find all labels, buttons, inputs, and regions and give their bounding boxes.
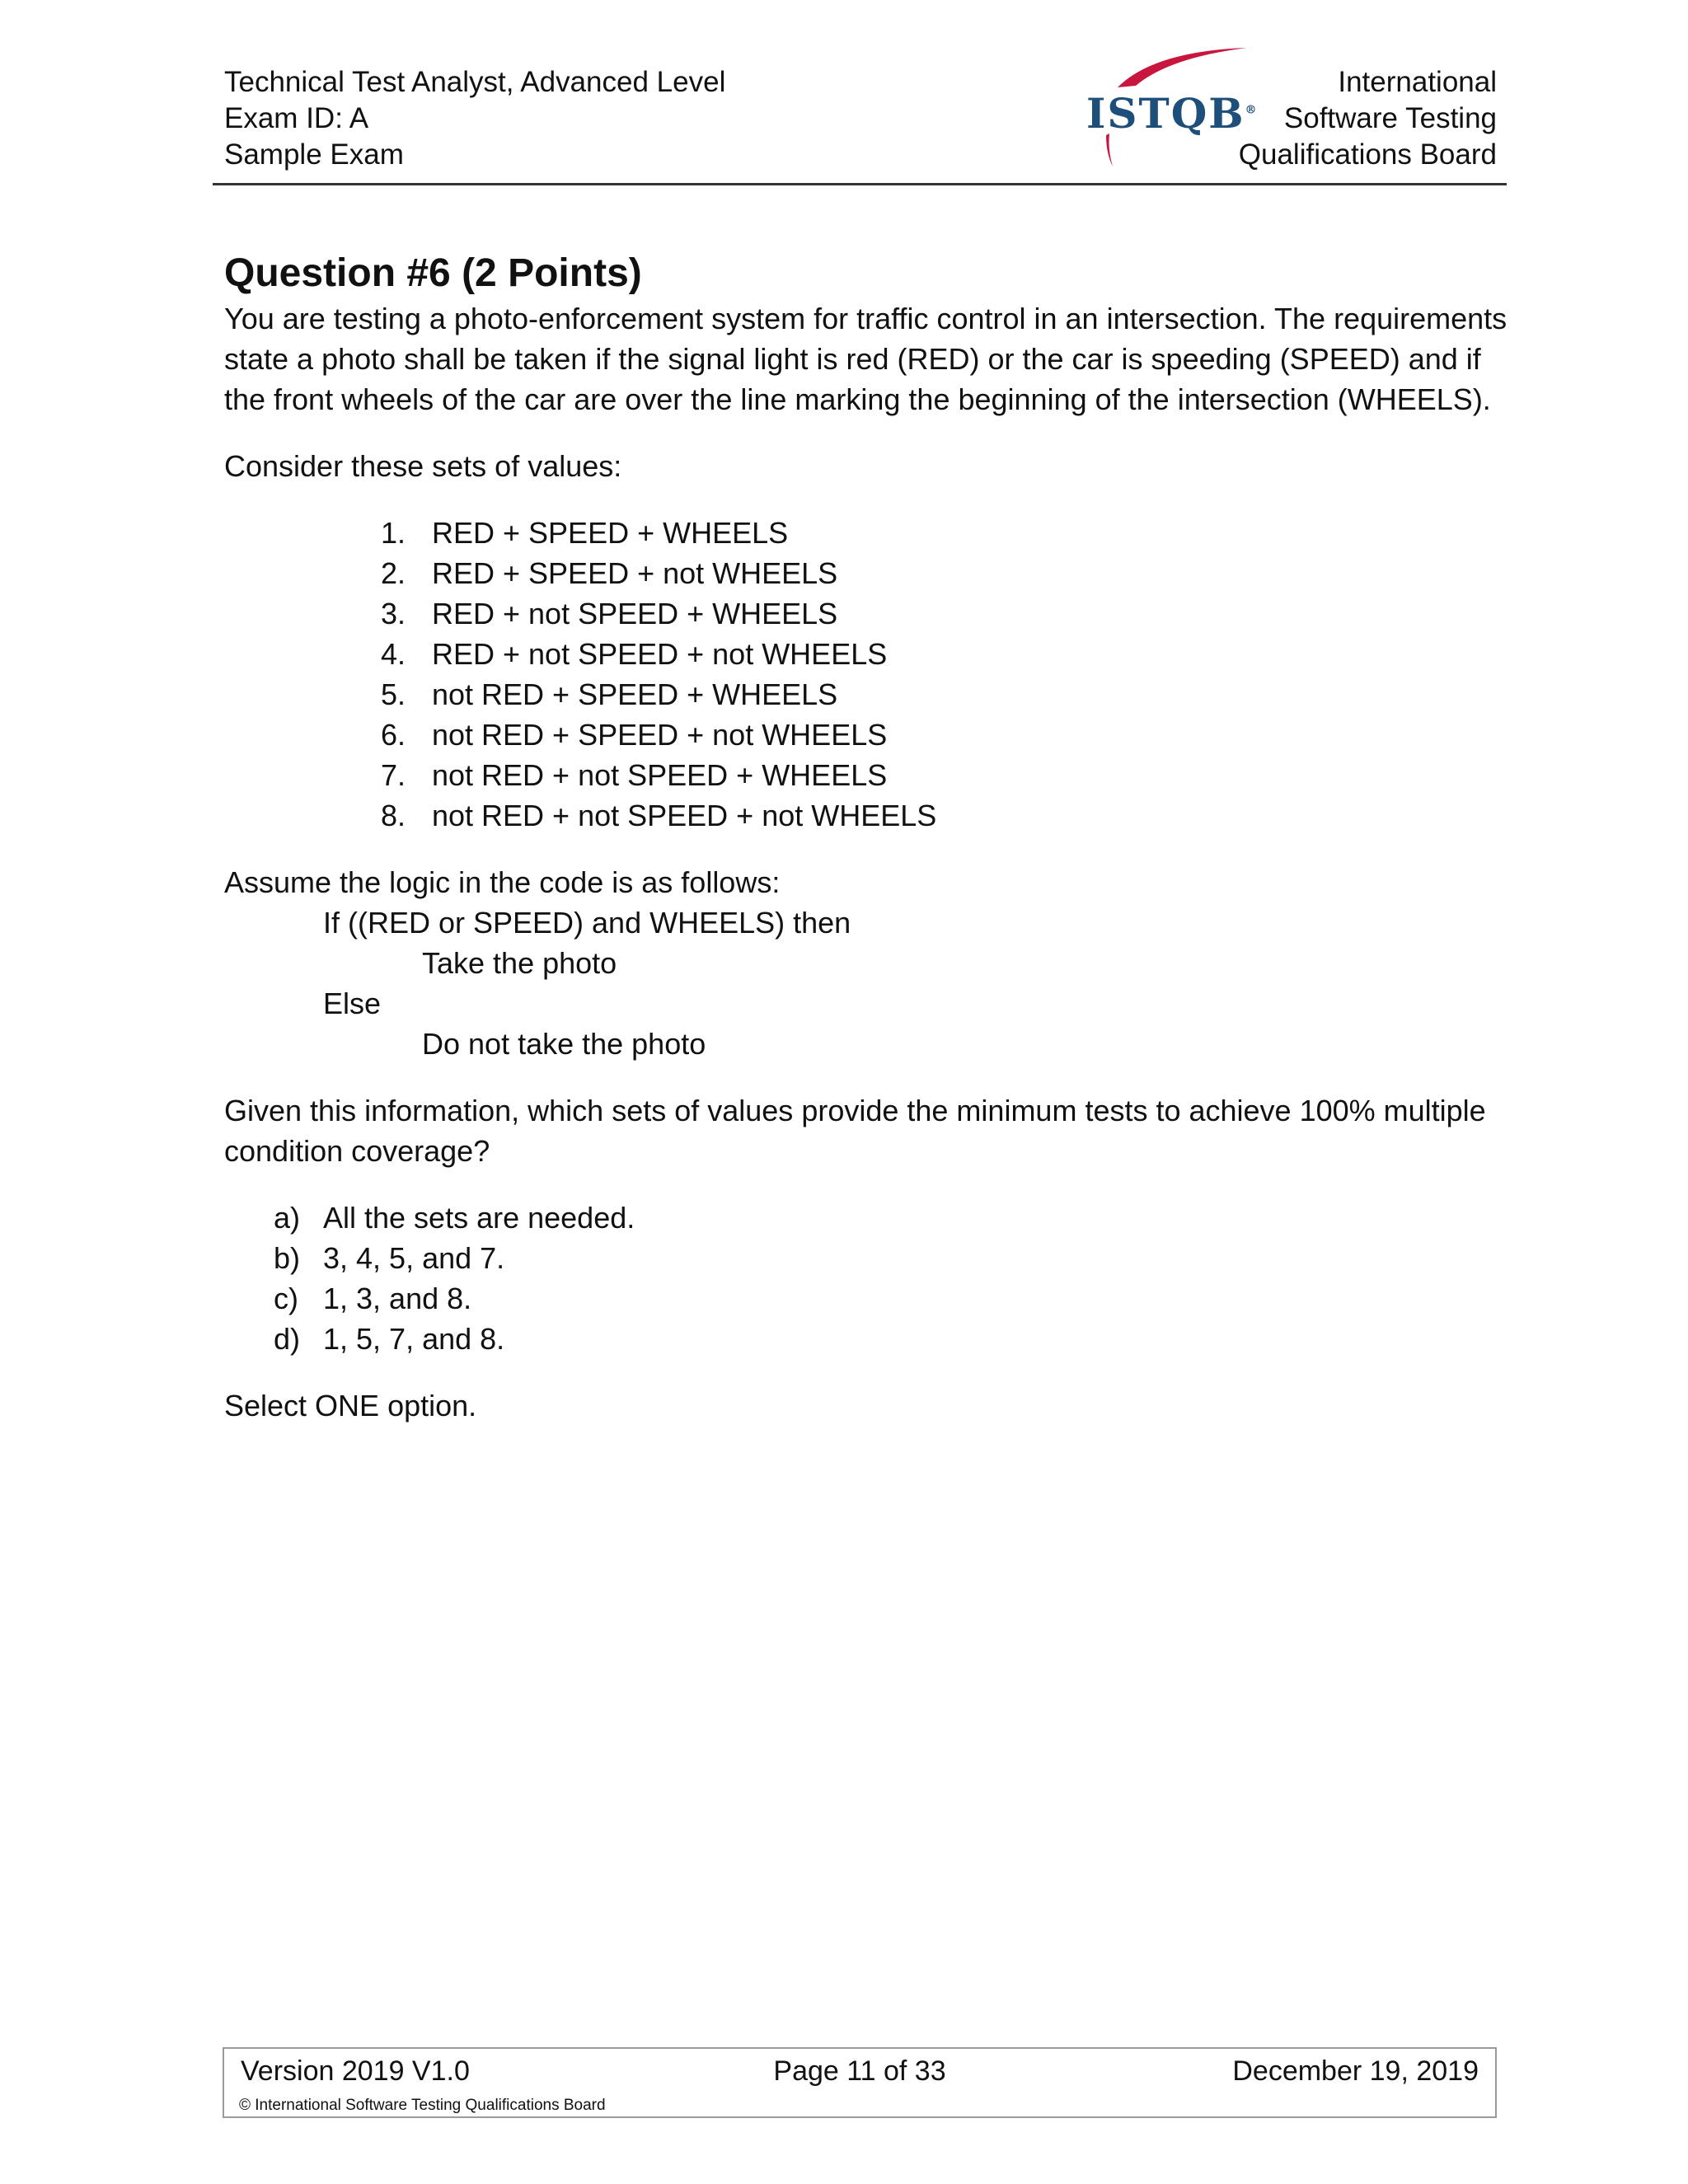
answer-option-c[interactable]: c) 1, 3, and 8. [274, 1282, 472, 1315]
footer-copyright: © International Software Testing Qualifications Board [239, 2097, 606, 2114]
list-item: 3. RED + not SPEED + WHEELS [381, 597, 838, 630]
code-if-line: If ((RED or SPEED) and WHEELS) then [323, 906, 851, 940]
code-else-line: Else [323, 987, 382, 1020]
footer-version: Version 2019 V1.0 [241, 2055, 470, 2087]
answer-option-a[interactable]: a) All the sets are needed. [274, 1201, 635, 1235]
istqb-logo [1078, 43, 1259, 175]
header-exam-title: Technical Test Analyst, Advanced Level [224, 66, 726, 98]
page-footer [223, 2047, 1497, 2118]
list-item: 8. not RED + not SPEED + not WHEELS [381, 799, 937, 832]
answer-options [224, 1197, 1510, 1359]
code-then-body: Take the photo [422, 946, 617, 980]
consider-label: Consider these sets of values: [224, 449, 622, 483]
answer-option-d[interactable]: d) 1, 5, 7, and 8. [274, 1322, 505, 1356]
istqb-logo-text: ISTQB® [1086, 89, 1259, 138]
list-item: 2. RED + SPEED + not WHEELS [381, 556, 838, 590]
header-org-line-1: International [1338, 66, 1497, 98]
header-divider [213, 183, 1507, 185]
question-title: Question #6 (2 Points) [224, 251, 642, 295]
header-exam-type: Sample Exam [224, 138, 404, 171]
list-item: 6. not RED + SPEED + not WHEELS [381, 718, 888, 752]
header-right-block [1239, 64, 1497, 173]
code-else-body: Do not take the photo [422, 1027, 706, 1061]
list-item: 5. not RED + SPEED + WHEELS [381, 677, 838, 711]
question-body [224, 249, 1510, 1426]
header-left-block [224, 64, 725, 173]
footer-date: December 19, 2019 [1232, 2055, 1479, 2087]
instruction-text: Select ONE option. [224, 1389, 477, 1422]
answer-option-b[interactable]: b) 3, 4, 5, and 7. [274, 1241, 505, 1275]
value-sets-list [224, 513, 1510, 836]
list-item: 7. not RED + not SPEED + WHEELS [381, 758, 888, 792]
header-org-line-3: Qualifications Board [1238, 138, 1497, 171]
list-item: 1. RED + SPEED + WHEELS [381, 516, 789, 550]
header-exam-id: Exam ID: A [224, 102, 369, 134]
question-intro: You are testing a photo-enforcement system for traffic control in an intersection. The requirements state a photo shall be taken if the signal light is red (RED) or the car is speeding (SPEED) and if the front wheels of the car are over the line marking the beginning of the intersection (WHEELS). [224, 302, 1507, 416]
list-item: 4. RED + not SPEED + not WHEELS [381, 637, 888, 671]
assume-label: Assume the logic in the code is as follows: [224, 865, 781, 899]
header-org-line-2: Software Testing [1283, 102, 1497, 134]
question-prompt: Given this information, which sets of values provide the minimum tests to achieve 100% multiple condition coverage? [224, 1094, 1486, 1168]
footer-page-number: Page 11 of 33 [773, 2055, 946, 2087]
